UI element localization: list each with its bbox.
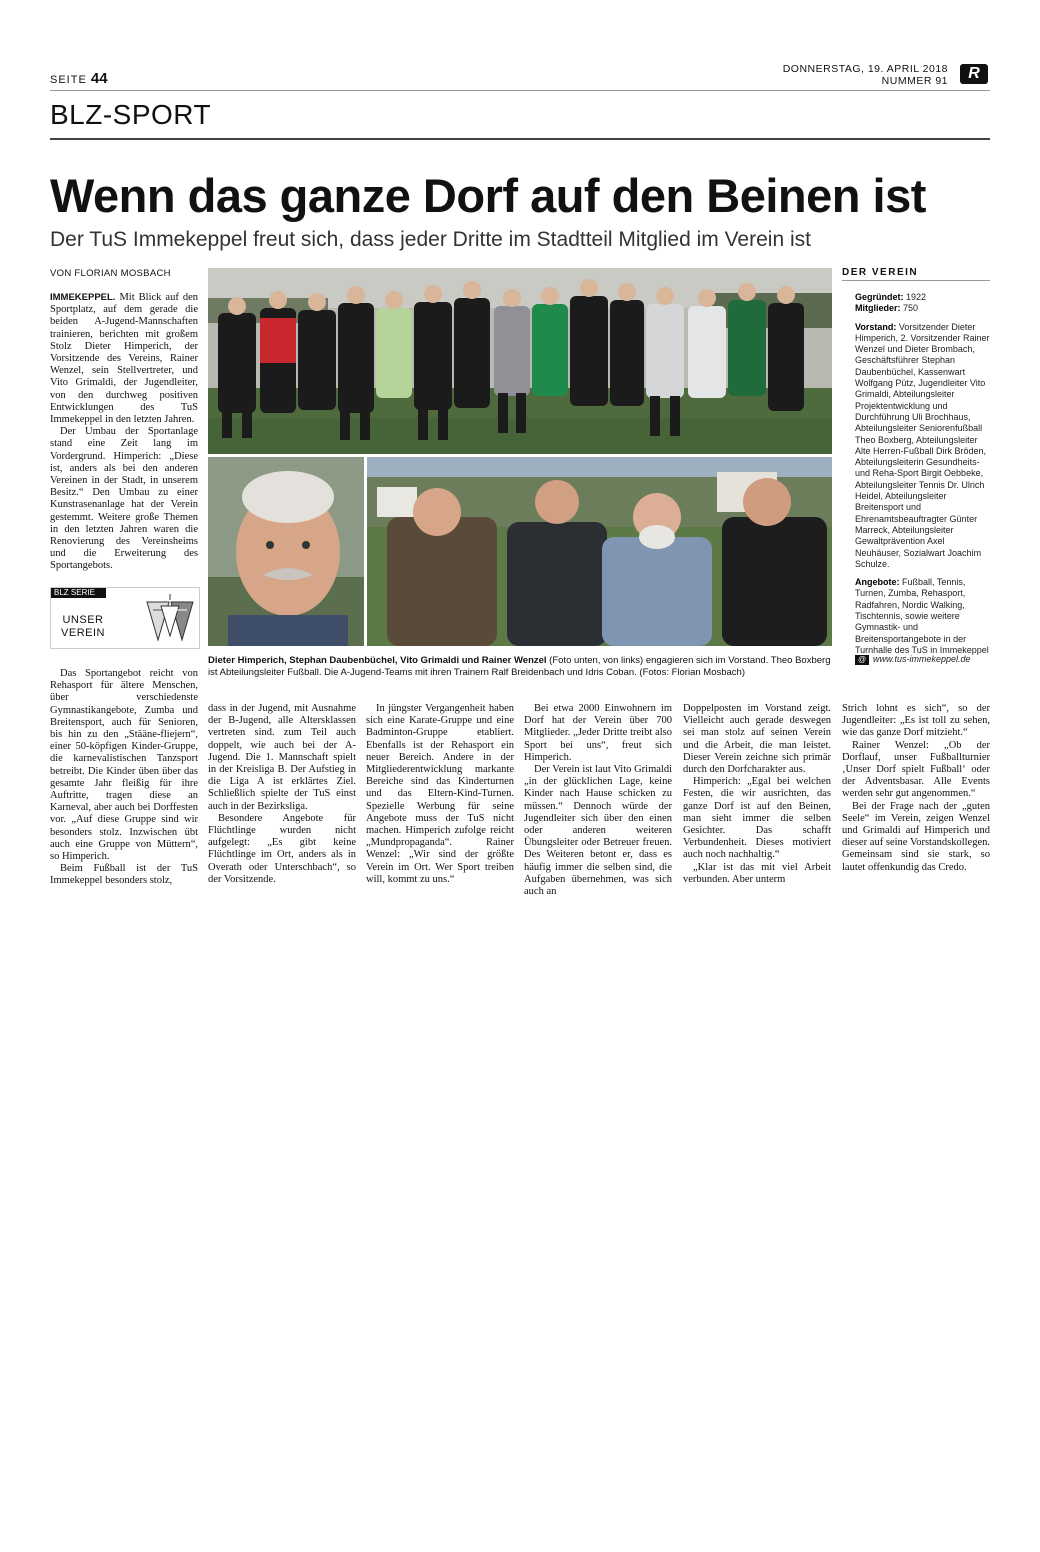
board-photo-image [367,457,832,646]
article-column-1a: IMMEKEPPEL. Mit Blick auf den Sportplatz, auf dem gerade die beiden A-Jugend-Mannschaften trainieren, berichten mit großem Stolz Dieter Himperich, der Vorsitzende des Vereins, Rainer Wenzel, sein Stellvertreter, und Vito Grimaldi, der Jugendleiter, von den durchweg positiven Entwicklungen des TuS Immekeppel in den letzten Jahren. Der Umbau der Sportanlage stand eine Zeit lang im Vordergrund. Himperich: „Diese ist, anders als bei den anderen Vereinen in der Stadt, in unserem Besitz.“ Den Umbau zu einer Kunstrasenanlage hat der Verein gestemmt. Weitere große Themen in den letzten Jahren waren die Renovierung des Vereinsheims und die Erweiterung des Sportangebots. [50,292,198,572]
article-column-1b: Das Sportangebot reicht von Rehasport für ältere Menschen, über verschiedenste Gymnastikangebote, Zumba und Breitensport, auch für Senioren, bis hin zu den „Stääne-fliejern“, einer 50-köpfigen Kinder-Gruppe, die karnevalistischen Tanzsport betreibt. Die Kinder üben über das gesamte Jahr fleißig für ihre Auftritte, tragen diese an Karneval, aber auch bei Dorffesten vor. „Auf diese Gruppe sind wir besonders stolz. Inzwischen übt auch eine Gruppe von Müttern“, so Himperich. Beim Fußball ist der TuS Immekeppel besonders stolz, [50,668,198,887]
portrait-photo [208,457,364,646]
series-box [50,587,200,649]
sidebar-info [855,292,990,663]
dateline: IMMEKEPPEL. [50,292,116,303]
subheadline: Der TuS Immekeppel freut sich, dass jeder Dritte im Stadtteil Mitglied im Verein ist [50,228,811,251]
divider [50,138,990,140]
byline: VON FLORIAN MOSBACH [50,268,171,279]
article-column-4: Bei etwa 2000 Einwohnern im Dorf hat der Verein über 700 Mitglieder. „Jeder Dritte treibt also Sport bei uns“, freut sich Himperich. Der Verein ist laut Vito Grimaldi „in der glücklichen Lage, keine Kinder nach Hause schicken zu müssen.“ Dennoch würde der Jugendleiter sich über den einen oder anderen weiteren Übungsleiter oder Betreuer freuen. Des Weiteren betont er, dass es häufig immer die selben sind, die Aufgaben übernehmen, was sich auch an [524,703,672,898]
issue-date: DONNERSTAG, 19. APRIL 2018 NUMMER 91 [782,63,948,87]
series-title: UNSER VEREIN [61,614,105,639]
web-icon: @ [855,655,869,665]
newspaper-logo: R [960,64,988,84]
sidebar-title: DER VEREIN [842,267,919,278]
article-column-3: In jüngster Vergangenheit haben sich eine Karate-Gruppe und eine Badminton-Gruppe etabliert. Ebenfalls ist der Rehasport ein neuer Bereich. Andere in der Mitgliederentwicklung markante Bereiche sind das Kinderturnen und das Eltern-Kind-Turnen. Spezielle Werbung für seine Angebote muss der TuS nicht machen. Himperich zufolge reicht „Mundpropaganda“. Rainer Wenzel: „Wir sind der größte Verein im Ort. Wer Sport treiben will, kommt zu uns.“ [366,703,514,885]
photo-caption: Dieter Himperich, Stephan Daubenbüchel, Vito Grimaldi und Rainer Wenzel (Foto unten, von links) engagieren sich im Vorstand. Theo Boxberg ist Abteilungsleiter Fußball. Die A-Jugend-Teams mit ihren Trainern Ralf Breidenbach und Idris Coban. (Fotos: Florian Mosbach) [208,655,831,678]
section-title: BLZ-SPORT [50,99,212,130]
divider [50,90,990,91]
sidebar-offers: Angebote: Fußball, Tennis, Turnen, Zumba, Rehasport, Radfahren, Nordic Walking, Tischtennis, sowie weitere Gymnastik- und Breitensportangebote in der Turnhalle des TuS in Immekeppel [855,577,989,655]
pennant-icon [143,592,197,646]
article-column-5: Doppelposten im Vorstand zeigt. Vielleicht auch gerade deswegen sei man stolz auf seinen Verein und die Arbeit, die man leistet. Dieser Verein zeichne sich primär durch den Dorfcharakter aus. Himperich: „Egal bei welchen Festen, die wir ausrichten, das ganze Dorf ist auf den Beinen, man sieht immer die selben Gesichter. Das schafft Verbundenheit. Dieses motiviert auch noch nachhaltig.“ „Klar ist das mit viel Arbeit verbunden. Aber unterm [683,703,831,885]
divider [842,280,990,281]
portrait-photo-image [208,457,364,646]
board-photo [367,457,832,646]
sidebar-board: Vorstand: Vorsitzender Dieter Himperich, 2. Vorsitzender Rainer Wenzel und Dieter Brombach, Geschäftsführer Stephan Daubenbüchel, Kassenwart Wolfgang Pütz, Jugendleiter Vito Grimaldi, Abteilungsleiter Projektentwicklung und Durchführung Uli Brochhaus, Abteilungsleiter Seniorenfußball Theo Boxberg, Abteilungsleiter Alte Herren-Fußball Dirk Bröden, Abteilungsleiterin Gesundheits- und Reha-Sport Birgit Oebbeke, Abteilungsleiter Tennis Dr. Ulrich Heidel, Abteilungsleiter Breitensport und Ehrenamtsbeauftragter Günter Marreck, Abteilungsleiter Gewaltprävention Axel Neuhäuser, Sozialwart Joachim Schulze. [855,321,990,569]
page-number: SEITE 44 [50,70,108,87]
headline: Wenn das ganze Dorf auf den Beinen ist [50,169,926,222]
team-photo [208,268,832,454]
sidebar-website[interactable] [855,654,990,665]
team-photo-image [208,268,832,454]
website-link[interactable]: www.tus-immekeppel.de [873,654,971,664]
sidebar-founded: Gegründet: 1922 Mitglieder: 750 [855,292,927,314]
series-tag: BLZ SERIE [51,588,106,598]
article-column-2: dass in der Jugend, mit Ausnahme der B-Jugend, alle Altersklassen vertreten sind. zum Teil auch doppelt, wie auch bei der A-Jugend. Die 1. Mannschaft spielt in der Kreisliga B. Der Aufstieg in die Liga A ist erklärtes Ziel. Schließlich spielte der TuS einst auch in der Bezirksliga. Besondere Angebote für Flüchtlinge wurden nicht aufgelegt: „Es gibt keine Flüchtlinge im Ort, anders als in Overath oder Unterschbach“, so der Vorsitzende. [208,703,356,885]
article-column-6: Strich lohnt es sich“, so der Jugendleiter: „Es ist toll zu sehen, wie das ganze Dorf mitzieht.“ Rainer Wenzel: „Ob der Dorflauf, unser Fußballturnier ‚Unser Dorf spielt Fußball‘ oder der Adventsbasar. Alle Events werden sehr gut angenommen.“ Bei der Frage nach der „guten Seele“ im Verein, zeigen Wenzel und Grimaldi auf Himperich und dieser auf seine Vorstandskollegen. Gemeinsam sind sie stark, so lautet offenkundig das Credo. [842,703,990,873]
